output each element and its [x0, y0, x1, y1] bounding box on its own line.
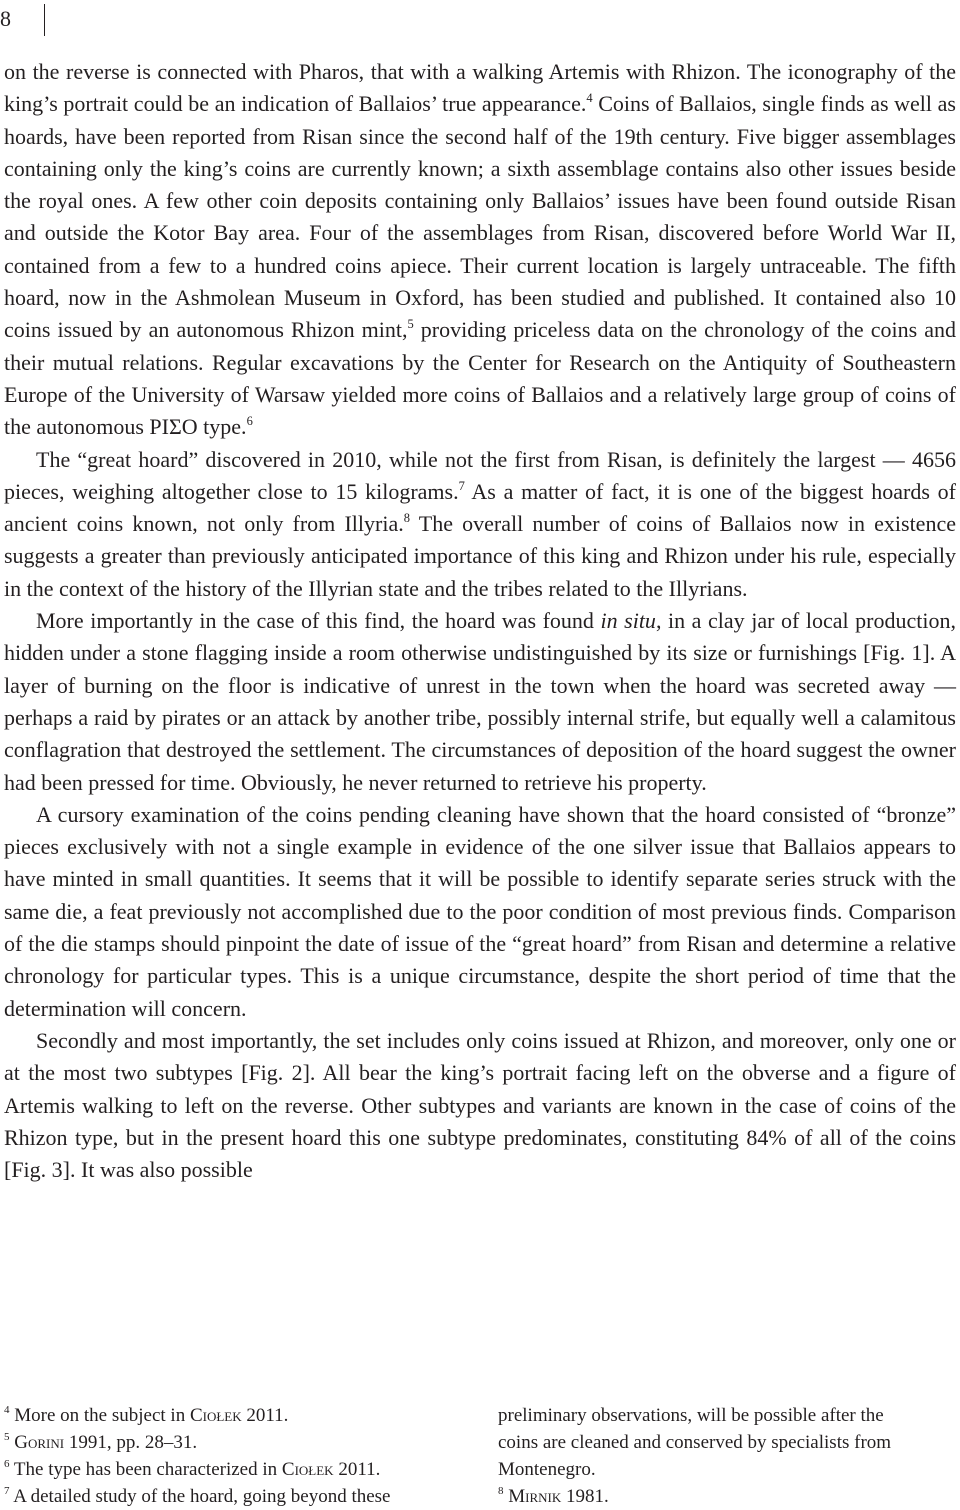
- paragraph-2: [4, 444, 956, 605]
- footnote-ref-5[interactable]: 5: [407, 317, 414, 332]
- footnote-4: [4, 1402, 474, 1429]
- text-run: More importantly in the case of this find, the hoard was found: [36, 608, 601, 634]
- footnote-8: [498, 1483, 956, 1510]
- footnote-ref: 1991, pp. 28–31.: [64, 1432, 198, 1453]
- footnote-text: The type has been characterized in: [13, 1459, 282, 1480]
- text-run: The “great hoard” discovered in 2010, while not the first from Risan, is definitely the largest — 4656 pieces, weighing altogether close to 15 kilograms.: [4, 446, 956, 504]
- footnotes-right-column: [498, 1402, 956, 1510]
- page-number: 8: [0, 6, 11, 31]
- main-text: [4, 56, 956, 1186]
- footnote-text: More on the subject in: [14, 1405, 190, 1426]
- text-run: Secondly and most importantly, the set includes only coins issued at Rhizon, and moreover, only one or at the most two subtypes [Fig. 2]. All bear the king’s portrait facing left on the obverse and a figure of Artemis walking to left on the reverse. Other subtypes and variants are known in the case of coins of the Rhizon type, but in the present hoard this one subtype predominates, constituting 84% of all of the coins [Fig. 3]. It was also possible: [4, 1027, 956, 1183]
- footnote-number: 4: [4, 1404, 10, 1416]
- footnote-5: [4, 1429, 474, 1456]
- footnote-author: Gorini: [14, 1432, 65, 1453]
- footnote-ref: 2011.: [333, 1459, 381, 1480]
- footnote-ref-6[interactable]: 6: [246, 414, 253, 429]
- footnote-text: A detailed study of the hoard, going beyond these: [13, 1486, 391, 1507]
- footnote-number: 6: [4, 1458, 10, 1470]
- text-run: providing priceless data on the chronology of the coins and their mutual relations. Regular excavations by the Center for Research on the Antiquity of Southeastern Europe of the University of Warsaw yielded more coins of Ballaios and a relatively large group of coins of the autonomous ΡΙΣΟ type.: [4, 317, 956, 440]
- footnote-number: 5: [4, 1431, 10, 1443]
- footnote-7-start: [4, 1483, 474, 1510]
- text-run: The overall number of coins of Ballaios now in existence suggests a greater than previously anticipated importance of this king and Rhizon under his rule, especially in the context of the history of the Illyrian state and the tribes related to the Illyrians.: [4, 511, 956, 601]
- footnote-ref-8[interactable]: 8: [403, 511, 410, 526]
- text-run: As a matter of fact, it is one of the biggest hoards of ancient coins known, not only from Illyria.: [4, 478, 956, 537]
- header-divider: [44, 4, 45, 36]
- paragraph-1: [4, 56, 956, 444]
- paragraph-5: [4, 1025, 956, 1186]
- footnote-ref-7[interactable]: 7: [458, 478, 465, 493]
- footnote-6: [4, 1456, 474, 1483]
- footnote-ref: 1981.: [561, 1486, 609, 1507]
- text-run: , in a clay jar of local production, hidden under a stone flagging inside a room otherwise undistinguished by its size or furnishings [Fig. 1]. A layer of burning on the floor is indicative of unrest in the town when the hoard was secreted away — perhaps a raid by pirates or an attack by another tribe, possibly internal strife, but equally well a calamitous conflagration that destroyed the settlement. The circumstances of deposition of the hoard suggest the owner had been pressed for time. Obviously, he never returned to retrieve his property.: [4, 608, 956, 795]
- footnotes-left-column: [4, 1402, 474, 1510]
- paragraph-4: [4, 799, 956, 1025]
- italic-term: in situ: [600, 608, 656, 634]
- footnote-ref-4[interactable]: 4: [586, 91, 593, 106]
- footnote-7-cont: coins are cleaned and conserved by specialists from: [498, 1432, 892, 1453]
- footnote-number: 7: [4, 1485, 10, 1497]
- footnote-7-cont: Montenegro.: [498, 1459, 596, 1480]
- footnote-author: Mirnik: [508, 1486, 562, 1507]
- footnote-number: 8: [498, 1485, 504, 1497]
- text-run: on the reverse is connected with Pharos, that with a walking Artemis with Rhizon. The iconography of the king’s portrait could be an indication of Ballaios’ true appearance.: [4, 59, 956, 117]
- text-run: A cursory examination of the coins pending cleaning have shown that the hoard consisted of “bronze” pieces exclusively with not a single example in evidence of the one silver issue that Ballaios appears to have minted in small quantities. It seems that it will be possible to identify separate series struck with the same die, a feat previously not accomplished due to the poor condition of most previous finds. Comparison of the die stamps should pinpoint the date of issue of the “great hoard” from Risan and determine a relative chronology for particular types. This is a unique circumstance, despite the short period of time that the determination will concern.: [4, 801, 956, 1021]
- paragraph-3: [4, 605, 956, 799]
- footnote-ref: 2011.: [241, 1405, 289, 1426]
- text-run: Coins of Ballaios, single finds as well as hoards, have been reported from Risan since the second half of the 19th century. Five bigger assemblages containing only the king’s coins are currently known; a sixth assemblage contains also other issues beside the royal ones. A few other coin deposits containing only Ballaios’ issues have been found outside Risan and outside the Kotor Bay area. Four of the assemblages from Risan, discovered before World War II, contained from a few to a hundred coins apiece. Their current location is largely untraceable. The fifth hoard, now in the Ashmolean Museum in Oxford, has been studied and published. It contained also 10 coins issued by an autonomous Rhizon mint,: [4, 91, 956, 343]
- footnote-7-cont: preliminary observations, will be possible after the: [498, 1405, 884, 1426]
- footnote-author: Ciołek: [189, 1405, 242, 1426]
- footnote-author: Ciołek: [281, 1459, 334, 1480]
